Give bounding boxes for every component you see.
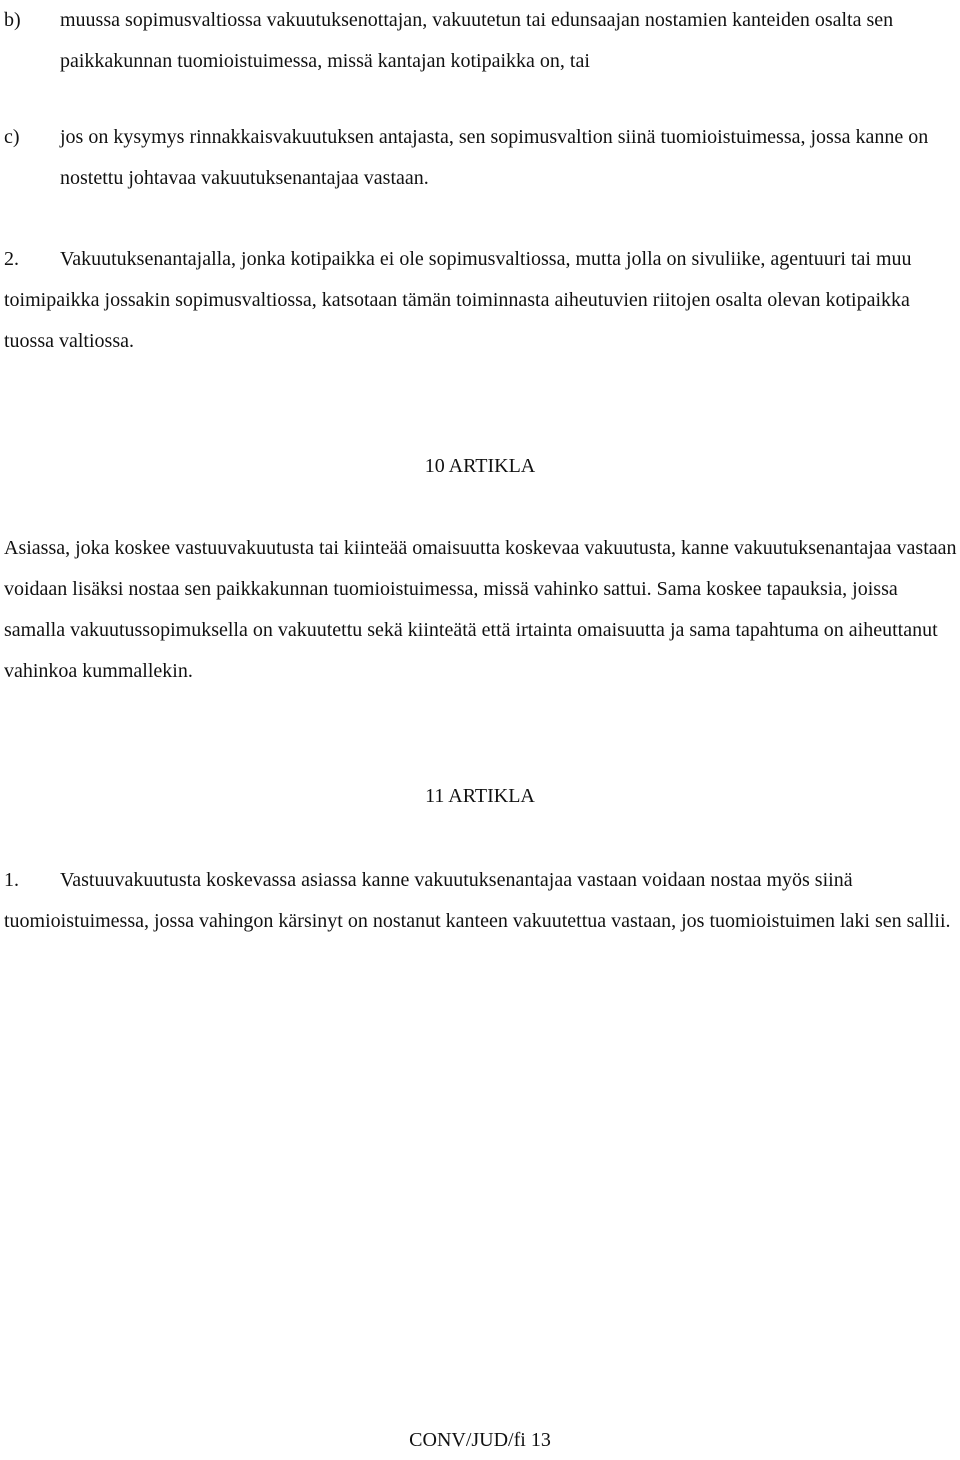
list-item-b-text: muussa sopimusvaltiossa vakuutuksenottajan, vakuutetun tai edunsaajan nostamien kanteiden osalta sen paikkakunnan tuomioistuimessa, missä kantajan kotipaikka on, tai bbox=[60, 9, 894, 72]
article-11-heading: 11 ARTIKLA bbox=[425, 785, 535, 807]
page-footer-reference: CONV/JUD/fi 13 bbox=[409, 1429, 551, 1451]
paragraph-number-1: 1. bbox=[4, 869, 19, 891]
list-marker-b: b) bbox=[4, 9, 21, 31]
list-marker-c: c) bbox=[4, 126, 20, 148]
article-11-paragraph-1-text: Vastuuvakuutusta koskevassa asiassa kanne vakuutuksenantajaa vastaan voidaan nostaa myös siinä tuomioistuimessa, jossa vahingon kärsinyt on nostanut kanteen vakuutettua vastaan, jos tuomioistuimen laki sen sallii. bbox=[4, 869, 951, 932]
article-10-heading: 10 ARTIKLA bbox=[424, 455, 536, 477]
article-10-text: Asiassa, joka koskee vastuuvakuutusta tai kiinteää omaisuutta koskevaa vakuutusta, kanne vakuutuksenantajaa vastaan voidaan lisäksi nostaa sen paikkakunnan tuomioistuimessa, missä vahinko sattui. Sama koskee tapauksia, joissa samalla vakuutussopimuksella on vakuutettu sekä kiinteätä että irtainta omaisuutta ja sama tapahtuma on aiheuttanut vahinkoa kummallekin. bbox=[4, 537, 957, 682]
list-item-b bbox=[4, 0, 958, 82]
article-11-paragraph-1 bbox=[4, 860, 958, 942]
paragraph-2 bbox=[4, 239, 958, 362]
paragraph-2-text: Vakuutuksenantajalla, jonka kotipaikka ei ole sopimusvaltiossa, mutta jolla on sivuliike, agentuuri tai muu toimipaikka jossakin sopimusvaltiossa, katsotaan tämän toiminnasta aiheutuvien riitojen osalta olevan kotipaikka tuossa valtiossa. bbox=[4, 248, 912, 352]
list-item-c bbox=[4, 117, 958, 199]
paragraph-number-2: 2. bbox=[4, 248, 19, 270]
list-item-c-text: jos on kysymys rinnakkaisvakuutuksen antajasta, sen sopimusvaltion siinä tuomioistuimessa, jossa kanne on nostettu johtavaa vakuutuksenantajaa vastaan. bbox=[60, 126, 929, 189]
